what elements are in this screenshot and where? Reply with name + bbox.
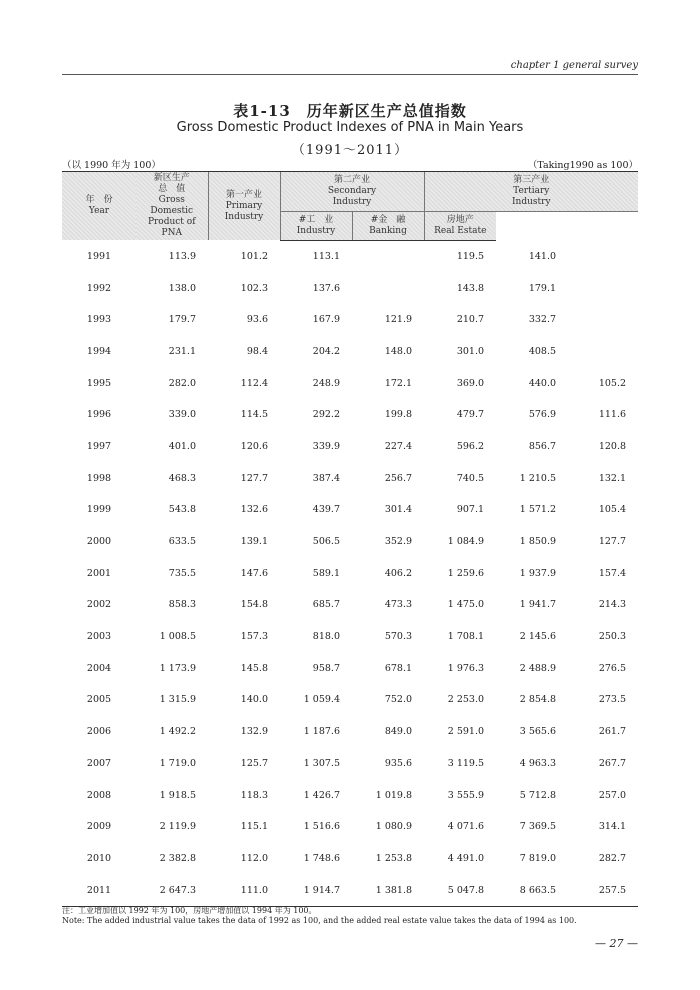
footnote-english: Note: The added industrial value takes the data of 1992 as 100, and the added real estate value takes the data of 1994 as 100.	[62, 916, 577, 925]
cell-banking: 1 937.9	[519, 567, 557, 579]
cell-gdp: 633.5	[168, 536, 196, 548]
footnote-chinese: 注：工业增加值以 1992 年为 100，房地产增加值以 1994 年为 100。	[62, 906, 317, 915]
cell-industry: 301.4	[384, 504, 413, 516]
cell-gdp: 543.8	[168, 504, 196, 516]
header-gdp-zh-2: 总 值	[158, 184, 186, 194]
table-row	[62, 589, 638, 621]
header-banking-en: Banking	[369, 225, 407, 236]
cell-tertiary: 1 708.1	[447, 631, 485, 643]
cell-industry: 352.9	[384, 536, 413, 548]
header-primary-en-2: Industry	[224, 211, 264, 222]
cell-industry: 1 381.8	[352, 874, 424, 906]
cell-tertiary: 1 084.9	[447, 536, 485, 548]
table-row	[62, 652, 638, 684]
cell-tertiary: 479.7	[456, 409, 485, 421]
cell-primary: 115.1	[240, 821, 268, 833]
footnote	[62, 906, 577, 926]
cell-industry: 1 080.9	[375, 821, 413, 833]
cell-banking: 2 145.6	[519, 631, 557, 643]
cell-secondary: 1 426.7	[303, 789, 340, 801]
cell-secondary: 818.0	[312, 631, 340, 643]
header-year-zh: 年 份	[85, 195, 113, 205]
cell-banking: 7 369.5	[519, 821, 557, 833]
cell-tertiary: 119.5	[456, 250, 485, 262]
table-row	[62, 874, 638, 906]
header-gdp-en-2: Product of PNA	[147, 217, 196, 238]
cell-industry: 227.4	[384, 440, 413, 452]
cell-banking: 3 565.6	[519, 726, 557, 738]
cell-secondary: 113.1	[312, 250, 340, 262]
table-row	[62, 304, 638, 336]
cell-banking: 1 210.5	[519, 472, 557, 484]
cell-gdp: 401.0	[168, 440, 196, 452]
cell-industry: 121.9	[384, 314, 413, 326]
cell-primary: 111.0	[208, 874, 280, 906]
running-head: chapter 1 general survey	[510, 60, 638, 71]
cell-banking: 408.5	[528, 345, 557, 357]
cell-year: 2003	[86, 631, 112, 643]
header-real-estate-en: Real Estate	[434, 225, 487, 236]
cell-gdp: 282.0	[168, 377, 196, 389]
cell-primary: 147.6	[240, 567, 268, 579]
table-row	[62, 494, 638, 526]
cell-real-estate: 120.8	[598, 440, 627, 452]
cell-year: 2011	[62, 874, 136, 906]
cell-tertiary: 1 475.0	[447, 599, 485, 611]
cell-gdp: 231.1	[168, 345, 196, 357]
cell-year: 1999	[86, 504, 112, 516]
cell-primary: 114.5	[240, 409, 268, 421]
cell-real-estate: 257.5	[568, 874, 638, 906]
table-row	[62, 748, 638, 780]
cell-banking: 1 941.7	[519, 599, 557, 611]
cell-gdp: 179.7	[168, 314, 196, 326]
gdp-index-table	[62, 171, 638, 907]
cell-real-estate: 273.5	[598, 694, 627, 706]
cell-real-estate: 105.4	[598, 504, 627, 516]
cell-secondary: 1 059.4	[303, 694, 340, 706]
cell-year: 2001	[86, 567, 112, 579]
cell-secondary: 589.1	[312, 567, 340, 579]
header-rule	[62, 74, 638, 75]
cell-secondary: 167.9	[312, 314, 340, 326]
cell-gdp: 1 719.0	[159, 757, 196, 769]
cell-banking: 856.7	[528, 440, 557, 452]
cell-secondary: 248.9	[312, 377, 340, 389]
cell-primary: 157.3	[240, 631, 268, 643]
cell-banking: 2 854.8	[519, 694, 557, 706]
cell-gdp: 2 119.9	[159, 821, 196, 833]
cell-year: 1996	[86, 409, 112, 421]
cell-industry: 1 253.8	[375, 852, 413, 864]
cell-gdp: 1 173.9	[159, 662, 196, 674]
cell-primary: 112.4	[240, 377, 268, 389]
cell-real-estate	[568, 336, 638, 368]
cell-real-estate: 132.1	[598, 472, 627, 484]
cell-industry: 473.3	[384, 599, 413, 611]
cell-year: 1991	[86, 250, 112, 262]
cell-gdp: 113.9	[168, 250, 196, 262]
cell-real-estate	[568, 304, 638, 336]
cell-primary: 102.3	[240, 282, 268, 294]
cell-industry: 1 019.8	[375, 789, 413, 801]
cell-real-estate: 157.4	[598, 567, 627, 579]
cell-industry: 199.8	[384, 409, 413, 421]
cell-primary: 139.1	[240, 536, 268, 548]
header-secondary-en: Secondary	[327, 186, 377, 197]
cell-primary: 127.7	[240, 472, 268, 484]
cell-year: 1994	[86, 345, 112, 357]
cell-gdp: 2 647.3	[136, 874, 208, 906]
cell-year: 2009	[86, 821, 112, 833]
header-tertiary-zh: 第三产业	[513, 175, 550, 186]
cell-secondary: 204.2	[312, 345, 340, 357]
cell-tertiary: 907.1	[456, 504, 485, 516]
cell-real-estate: 314.1	[598, 821, 627, 833]
cell-banking: 4 963.3	[519, 757, 557, 769]
cell-primary: 145.8	[240, 662, 268, 674]
cell-banking: 2 488.9	[519, 662, 557, 674]
cell-real-estate: 257.0	[598, 789, 627, 801]
cell-industry	[352, 272, 424, 304]
cell-year: 1993	[86, 314, 112, 326]
cell-secondary: 685.7	[312, 599, 340, 611]
cell-year: 2005	[86, 694, 112, 706]
cell-industry: 406.2	[384, 567, 413, 579]
table-title-years: （1991～2011）	[291, 143, 409, 158]
cell-secondary: 439.7	[312, 504, 340, 516]
table-row	[62, 621, 638, 653]
cell-real-estate: 105.2	[598, 377, 627, 389]
cell-primary: 125.7	[240, 757, 268, 769]
unit-note-english: （Taking1990 as 100）	[527, 160, 638, 171]
cell-industry: 935.6	[384, 757, 413, 769]
cell-tertiary: 596.2	[456, 440, 485, 452]
cell-banking: 576.9	[528, 409, 557, 421]
cell-tertiary: 3 119.5	[447, 757, 485, 769]
cell-primary: 132.6	[240, 504, 268, 516]
header-year-en: Year	[88, 206, 110, 216]
cell-tertiary: 301.0	[456, 345, 485, 357]
cell-gdp: 1 315.9	[159, 694, 196, 706]
cell-gdp: 735.5	[168, 567, 196, 579]
cell-gdp: 2 382.8	[159, 852, 196, 864]
header-gdp-zh: 新区生产	[153, 173, 190, 183]
cell-tertiary: 2 253.0	[447, 694, 485, 706]
cell-year: 2006	[86, 726, 112, 738]
cell-secondary: 292.2	[312, 409, 340, 421]
cell-banking: 179.1	[528, 282, 557, 294]
table-row	[62, 779, 638, 811]
cell-year: 1998	[86, 472, 112, 484]
cell-real-estate: 276.5	[598, 662, 627, 674]
table-row	[62, 336, 638, 368]
cell-primary: 154.8	[240, 599, 268, 611]
cell-tertiary: 740.5	[456, 472, 485, 484]
cell-banking: 8 663.5	[496, 874, 568, 906]
cell-primary: 132.9	[240, 726, 268, 738]
cell-gdp: 339.0	[168, 409, 196, 421]
cell-tertiary: 3 555.9	[447, 789, 485, 801]
header-industry	[280, 212, 352, 240]
cell-banking: 1 571.2	[519, 504, 557, 516]
cell-secondary: 1 187.6	[303, 726, 340, 738]
cell-real-estate: 111.6	[598, 409, 627, 421]
header-banking-zh: #金 融	[370, 214, 406, 225]
cell-secondary: 137.6	[312, 282, 340, 294]
header-real-estate	[424, 212, 496, 240]
cell-gdp: 1 918.5	[159, 789, 196, 801]
cell-gdp: 138.0	[168, 282, 196, 294]
table-row	[62, 716, 638, 748]
header-secondary-zh: 第二产业	[334, 175, 371, 186]
header-banking	[352, 212, 424, 240]
table-title-chinese: 表1-13 历年新区生产总值指数	[233, 102, 467, 120]
cell-industry: 256.7	[384, 472, 413, 484]
table-row	[62, 684, 638, 716]
cell-real-estate: 267.7	[598, 757, 627, 769]
cell-industry	[352, 240, 424, 272]
cell-year: 2008	[86, 789, 112, 801]
header-secondary-en-2: Industry	[332, 197, 372, 208]
table-row	[62, 431, 638, 463]
header-gdp-en: Gross Domestic	[150, 195, 194, 216]
cell-year: 2010	[86, 852, 112, 864]
cell-tertiary: 4 071.6	[447, 821, 485, 833]
cell-banking: 141.0	[528, 250, 557, 262]
cell-primary: 140.0	[240, 694, 268, 706]
cell-gdp: 1 008.5	[159, 631, 196, 643]
cell-industry: 148.0	[384, 345, 413, 357]
cell-real-estate: 214.3	[598, 599, 627, 611]
cell-primary: 112.0	[240, 852, 268, 864]
cell-gdp: 1 492.2	[159, 726, 196, 738]
cell-banking: 332.7	[528, 314, 557, 326]
header-real-estate-zh: 房地产	[446, 214, 474, 225]
header-year	[62, 172, 136, 241]
cell-gdp: 858.3	[168, 599, 196, 611]
header-gdp	[136, 172, 208, 241]
header-tertiary	[424, 172, 638, 212]
header-primary	[208, 172, 280, 241]
cell-secondary: 339.9	[312, 440, 340, 452]
cell-year: 1992	[86, 282, 112, 294]
cell-primary: 98.4	[246, 345, 268, 357]
cell-year: 2002	[86, 599, 112, 611]
cell-secondary: 506.5	[312, 536, 340, 548]
cell-tertiary: 143.8	[456, 282, 485, 294]
cell-gdp: 468.3	[168, 472, 196, 484]
cell-real-estate: 127.7	[598, 536, 627, 548]
cell-industry: 570.3	[384, 631, 413, 643]
header-secondary	[280, 172, 424, 212]
page-number: — 27 —	[595, 937, 638, 950]
cell-tertiary: 4 491.0	[447, 852, 485, 864]
cell-year: 1997	[86, 440, 112, 452]
table-body	[62, 240, 638, 906]
cell-tertiary: 210.7	[456, 314, 485, 326]
cell-year: 2007	[86, 757, 112, 769]
cell-industry: 752.0	[384, 694, 413, 706]
table-row	[62, 526, 638, 558]
table-row	[62, 811, 638, 843]
cell-banking: 1 850.9	[519, 536, 557, 548]
table-row	[62, 557, 638, 589]
header-primary-zh: 第一产业	[225, 189, 262, 200]
cell-banking: 440.0	[528, 377, 557, 389]
table-row	[62, 843, 638, 875]
cell-tertiary: 2 591.0	[447, 726, 485, 738]
cell-primary: 120.6	[240, 440, 268, 452]
unit-note-chinese: （以 1990 年为 100）	[62, 160, 161, 171]
header-industry-en: Industry	[296, 225, 336, 236]
cell-banking: 5 712.8	[519, 789, 557, 801]
cell-secondary: 387.4	[312, 472, 340, 484]
table-row	[62, 462, 638, 494]
cell-real-estate: 261.7	[598, 726, 627, 738]
cell-year: 2000	[86, 536, 112, 548]
cell-secondary: 958.7	[312, 662, 340, 674]
cell-banking: 7 819.0	[519, 852, 557, 864]
cell-tertiary: 5 047.8	[424, 874, 496, 906]
cell-secondary: 1 748.6	[303, 852, 340, 864]
cell-tertiary: 1 976.3	[447, 662, 485, 674]
header-tertiary-en: Tertiary	[513, 186, 550, 197]
cell-tertiary: 369.0	[456, 377, 485, 389]
cell-real-estate	[568, 240, 638, 272]
table-title-english: Gross Domestic Product Indexes of PNA in Main Years	[176, 120, 524, 135]
header-industry-zh: #工 业	[298, 214, 334, 225]
table-row	[62, 367, 638, 399]
cell-primary: 93.6	[246, 314, 268, 326]
cell-secondary: 1 307.5	[303, 757, 340, 769]
cell-primary: 118.3	[240, 789, 268, 801]
cell-year: 1995	[86, 377, 112, 389]
cell-industry: 172.1	[384, 377, 413, 389]
cell-year: 2004	[86, 662, 112, 674]
cell-primary: 101.2	[240, 250, 268, 262]
table-row	[62, 399, 638, 431]
cell-real-estate	[568, 272, 638, 304]
cell-real-estate: 282.7	[598, 852, 627, 864]
header-tertiary-en-2: Industry	[512, 197, 551, 208]
cell-industry: 849.0	[384, 726, 413, 738]
cell-secondary: 1 516.6	[303, 821, 340, 833]
cell-real-estate: 250.3	[598, 631, 627, 643]
cell-tertiary: 1 259.6	[447, 567, 485, 579]
table-row	[62, 272, 638, 304]
header-primary-en: Primary	[225, 200, 263, 211]
cell-industry: 678.1	[384, 662, 413, 674]
table-row	[62, 240, 638, 272]
cell-secondary: 1 914.7	[280, 874, 352, 906]
